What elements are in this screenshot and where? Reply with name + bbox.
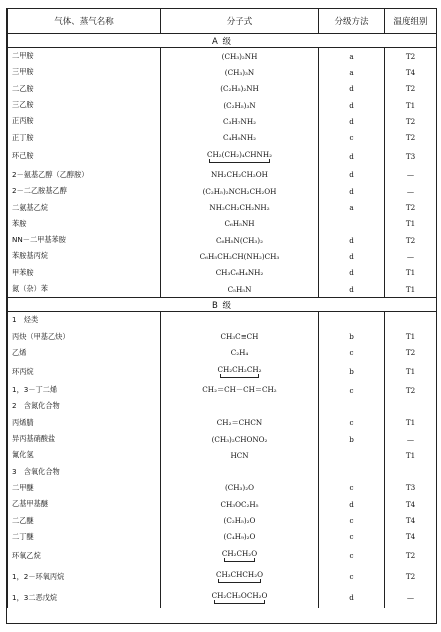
grade-heading: A 级: [8, 34, 437, 48]
formula-cell: [161, 146, 319, 167]
method-cell: c: [319, 129, 385, 145]
formula-cell: C₆H₅NH: [161, 216, 319, 232]
table-row: [8, 545, 437, 566]
table-row: [8, 587, 437, 608]
name-cell: 二丁醚: [8, 529, 161, 545]
ring-formula: CH₂CH₂O: [222, 549, 257, 562]
temp-cell: —: [385, 248, 437, 264]
grade-heading-row: [8, 34, 437, 48]
name-cell: 乙基甲基醚: [8, 496, 161, 512]
table-row: [8, 248, 437, 264]
temp-cell: T4: [385, 496, 437, 512]
formula-cell: [161, 361, 319, 382]
method-cell: c: [319, 545, 385, 566]
name-cell: 3 含氧化合物: [8, 464, 161, 480]
table-row: [8, 167, 437, 183]
method-cell: a: [319, 199, 385, 215]
formula-cell: (CH₃)₂O: [161, 480, 319, 496]
formula-cell: (C₄H₉)₂O: [161, 529, 319, 545]
name-cell: 2－二乙胺基乙醇: [8, 183, 161, 199]
ring-formula: CH₂(CH₂)₄CHNH₂: [207, 150, 272, 163]
formula-cell: [161, 398, 319, 414]
name-cell: 二甲醚: [8, 480, 161, 496]
method-cell: d: [319, 281, 385, 298]
header-formula: 分子式: [161, 9, 319, 34]
temp-cell: T2: [385, 113, 437, 129]
formula-cell: (CH₃)₂NH: [161, 48, 319, 65]
temp-cell: T4: [385, 64, 437, 80]
formula-cell: CH₂＝CHCN: [161, 415, 319, 431]
formula-cell: NH₂CH₂CH₂OH: [161, 167, 319, 183]
name-cell: 环丙烷: [8, 361, 161, 382]
name-cell: 1，3－丁二烯: [8, 382, 161, 398]
method-cell: d: [319, 81, 385, 97]
temp-cell: T2: [385, 566, 437, 587]
temp-cell: T4: [385, 512, 437, 528]
formula-cell: HCN: [161, 447, 319, 463]
name-cell: 丙烯腈: [8, 415, 161, 431]
name-cell: 苯胺基丙烷: [8, 248, 161, 264]
table-row: [8, 129, 437, 145]
name-cell: 二甲胺: [8, 48, 161, 65]
table-row: [8, 431, 437, 447]
method-cell: d: [319, 167, 385, 183]
temp-cell: T3: [385, 480, 437, 496]
formula-cell: (CH₃)₃N: [161, 64, 319, 80]
method-cell: [319, 398, 385, 414]
name-cell: 环氧乙烷: [8, 545, 161, 566]
temp-cell: T1: [385, 281, 437, 298]
header-method: 分级方法: [319, 9, 385, 34]
table-row: [8, 281, 437, 298]
temp-cell: [385, 464, 437, 480]
name-cell: 1，3二恶戊烷: [8, 587, 161, 608]
ring-formula: CH₃CHCH₂O: [216, 570, 263, 583]
table-row: [8, 64, 437, 80]
name-cell: 2－氨基乙醇（乙醇胺）: [8, 167, 161, 183]
temp-cell: T3: [385, 146, 437, 167]
name-cell: NN－二甲基苯胺: [8, 232, 161, 248]
name-cell: 环己胺: [8, 146, 161, 167]
formula-cell: C₅H₅N: [161, 281, 319, 298]
name-cell: 2 含氮化合物: [8, 398, 161, 414]
table-row: [8, 81, 437, 97]
name-cell: 氮（杂）苯: [8, 281, 161, 298]
temp-cell: T1: [385, 216, 437, 232]
method-cell: a: [319, 48, 385, 65]
temp-cell: T2: [385, 48, 437, 65]
temp-cell: T2: [385, 345, 437, 361]
table-row: [8, 232, 437, 248]
method-cell: [319, 464, 385, 480]
table-row: [8, 199, 437, 215]
method-cell: d: [319, 183, 385, 199]
method-cell: [319, 447, 385, 463]
formula-cell: C₃H₇NH₂: [161, 113, 319, 129]
method-cell: c: [319, 566, 385, 587]
table-row: [8, 566, 437, 587]
table-body: [8, 34, 437, 609]
temp-cell: T2: [385, 545, 437, 566]
name-cell: 异丙基硝酸盐: [8, 431, 161, 447]
name-cell: 二氨基乙烷: [8, 199, 161, 215]
method-cell: c: [319, 415, 385, 431]
name-cell: 乙烯: [8, 345, 161, 361]
method-cell: c: [319, 512, 385, 528]
formula-cell: CH₃C≡CH: [161, 328, 319, 344]
method-cell: [319, 312, 385, 329]
formula-cell: CH₂＝CH－CH＝CH₂: [161, 382, 319, 398]
temp-cell: T2: [385, 382, 437, 398]
name-cell: 三乙胺: [8, 97, 161, 113]
formula-cell: (C₂H₅)₃N: [161, 97, 319, 113]
table-row: [8, 345, 437, 361]
table-header-row: [8, 9, 437, 34]
formula-cell: C₆H₅N(CH₃)₂: [161, 232, 319, 248]
temp-cell: T2: [385, 199, 437, 215]
table-row: [8, 216, 437, 232]
name-cell: 1，2－环氧丙烷: [8, 566, 161, 587]
method-cell: d: [319, 113, 385, 129]
category-row: [8, 464, 437, 480]
temp-cell: —: [385, 587, 437, 608]
formula-cell: C₆H₅CH₂CH(NH₂)CH₃: [161, 248, 319, 264]
formula-cell: (CH₃)₂CHONO₂: [161, 431, 319, 447]
temp-cell: T1: [385, 97, 437, 113]
category-row: [8, 312, 437, 329]
formula-cell: NH₂CH₂CH₂NH₂: [161, 199, 319, 215]
method-cell: b: [319, 361, 385, 382]
formula-cell: C₄H₉NH₂: [161, 129, 319, 145]
gas-classification-table: [7, 9, 437, 608]
grade-heading: B 级: [8, 298, 437, 312]
grade-heading-row: [8, 298, 437, 312]
table-row: [8, 113, 437, 129]
formula-cell: [161, 587, 319, 608]
name-cell: 1 烃类: [8, 312, 161, 329]
category-row: [8, 398, 437, 414]
formula-cell: [161, 566, 319, 587]
table-row: [8, 447, 437, 463]
table-row: [8, 415, 437, 431]
table-row: [8, 512, 437, 528]
formula-cell: (C₂H₅)₂O: [161, 512, 319, 528]
temp-cell: T2: [385, 81, 437, 97]
method-cell: d: [319, 232, 385, 248]
ring-formula: CH₂CH₂OCH₂O: [212, 591, 268, 604]
name-cell: 三甲胺: [8, 64, 161, 80]
method-cell: d: [319, 248, 385, 264]
method-cell: d: [319, 496, 385, 512]
table-row: [8, 146, 437, 167]
name-cell: 二乙胺: [8, 81, 161, 97]
table-row: [8, 361, 437, 382]
ring-formula: CH₂CH₂CH₂: [218, 365, 262, 378]
table-row: [8, 496, 437, 512]
method-cell: d: [319, 146, 385, 167]
name-cell: 正丁胺: [8, 129, 161, 145]
header-name: 气体、蒸气名称: [8, 9, 161, 34]
formula-cell: (C₂H₅)₂NCH₂CH₂OH: [161, 183, 319, 199]
method-cell: b: [319, 431, 385, 447]
name-cell: 正丙胺: [8, 113, 161, 129]
table-row: [8, 48, 437, 65]
formula-cell: CH₃C₆H₄NH₂: [161, 265, 319, 281]
method-cell: c: [319, 382, 385, 398]
header-temp: 温度组别: [385, 9, 437, 34]
temp-cell: —: [385, 183, 437, 199]
table-row: [8, 183, 437, 199]
method-cell: c: [319, 345, 385, 361]
table-row: [8, 328, 437, 344]
name-cell: 甲苯胺: [8, 265, 161, 281]
method-cell: d: [319, 97, 385, 113]
temp-cell: [385, 398, 437, 414]
temp-cell: T1: [385, 328, 437, 344]
name-cell: 苯胺: [8, 216, 161, 232]
table-row: [8, 382, 437, 398]
formula-cell: (C₂H₅)₂NH: [161, 81, 319, 97]
method-cell: d: [319, 587, 385, 608]
method-cell: d: [319, 265, 385, 281]
formula-cell: [161, 464, 319, 480]
temp-cell: T2: [385, 232, 437, 248]
name-cell: 氰化氢: [8, 447, 161, 463]
formula-cell: [161, 545, 319, 566]
table-row: [8, 265, 437, 281]
formula-cell: CH₃OC₂H₅: [161, 496, 319, 512]
method-cell: c: [319, 529, 385, 545]
method-cell: b: [319, 328, 385, 344]
table-row: [8, 529, 437, 545]
method-cell: c: [319, 480, 385, 496]
temp-cell: T4: [385, 529, 437, 545]
temp-cell: —: [385, 431, 437, 447]
temp-cell: T1: [385, 415, 437, 431]
method-cell: [319, 216, 385, 232]
temp-cell: T2: [385, 129, 437, 145]
temp-cell: T1: [385, 265, 437, 281]
table-row: [8, 480, 437, 496]
temp-cell: T1: [385, 447, 437, 463]
method-cell: a: [319, 64, 385, 80]
temp-cell: [385, 312, 437, 329]
temp-cell: —: [385, 167, 437, 183]
name-cell: 二乙醚: [8, 512, 161, 528]
gas-classification-table-sheet: [6, 8, 437, 624]
table-row: [8, 97, 437, 113]
temp-cell: T1: [385, 361, 437, 382]
formula-cell: C₂H₄: [161, 345, 319, 361]
formula-cell: [161, 312, 319, 329]
name-cell: 丙炔（甲基乙炔）: [8, 328, 161, 344]
